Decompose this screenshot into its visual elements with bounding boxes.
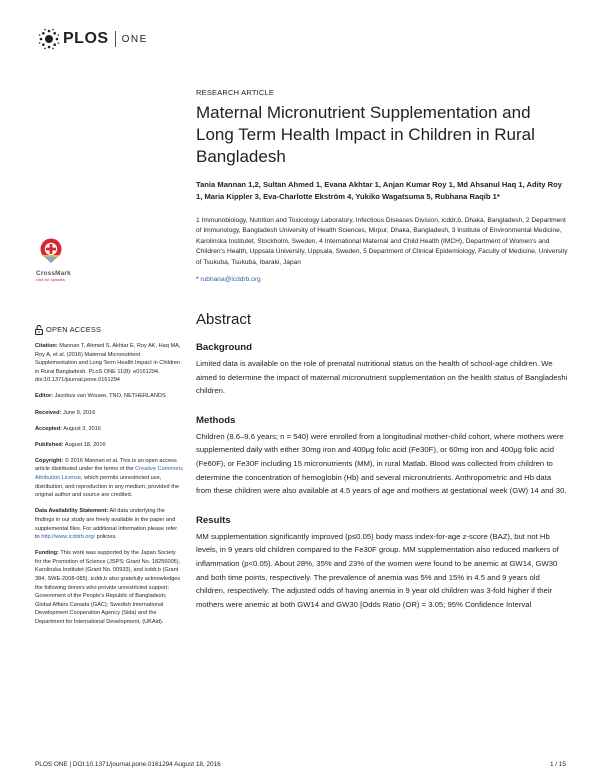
page-number: 1 / 15 xyxy=(550,761,566,768)
plos-wordmark: PLOS xyxy=(63,30,109,47)
article-main-column xyxy=(196,88,568,628)
article-title: Maternal Micronutrient Supplementation and Long Term Health Impact in Children in Rural Bangladesh xyxy=(196,103,535,166)
data-availability-block xyxy=(35,507,183,541)
abstract-heading: Abstract xyxy=(196,311,252,329)
received-block xyxy=(35,409,183,418)
published-date: August 18, 2016 xyxy=(64,441,106,448)
accepted-block xyxy=(35,425,183,434)
data-availability-text-post: policies. xyxy=(96,534,117,541)
crossmark-label: CrossMark xyxy=(36,270,71,277)
author-list: Tania Mannan 1,2, Sultan Ahmed 1, Evana Akhtar 1, Anjan Kumar Roy 1, Md Ahsanul Haq 1, Adity Roy 1, Maria Kippler 3, Eva-Charlotte Ekström 4, Yukiko Wagatsuma 5, Rubhana Raqib 1* xyxy=(196,180,562,201)
crossmark-sub-label: click for updates xyxy=(36,277,65,282)
icddrb-link[interactable]: http://www.icddrb.org/ xyxy=(41,534,96,541)
crossmark-badge[interactable] xyxy=(36,238,71,282)
funding-text: This work was supported by the Japan Society for the Promotion of Science (JSPS; Grant No. 18256005), Karolinska Institutet (Grant No. 00933), and icddr,b (Grant 384, SWE-2008-085). icddr,b also gratefully acknowledges the following donors who provide unrestricted support: Government of the People's Republic of Bangladesh; Global Affairs Canada (GAC); Swedish International Development Cooperation Agency (Sida) and the Department for International Development, (UKAid). xyxy=(35,550,181,625)
citation-text: Mannan T, Ahmed S, Akhtar E, Roy AK, Haq MA, Roy A, et al. (2016) Maternal Micronutrient Supplementation and Long Term Health Impact in Children in Rural Bangladesh. PLoS ONE 11(8): e0161294. doi:10.1371/journal.pone.0161294 xyxy=(35,343,181,384)
copyright-text-pre: © 2016 Mannan et al. This is an open access article distributed under the terms of the xyxy=(35,457,177,473)
article-type: RESEARCH ARTICLE xyxy=(196,88,275,97)
data-availability-text-pre: All data underlying the findings in our study are freely available in the paper and supplemental files. For additional information please refer to xyxy=(35,508,178,541)
affiliations: 1 Immunobiology, Nutrition and Toxicology Laboratory, Infectious Diseases Division, icddr,b, Dhaka, Bangladesh, 2 Department of Immunology, Bangladesh University of Health Sciences, Mirpur, Dhaka, Bangladesh, 3 Institute of Environmental Medicine, Karolinska Institutet, Stockholm, Sweden, 4 International Maternal and Child Health (IMCH), Department of Women's and Children's Health, Uppsala University, Uppsala, Sweden, 5 Department of Clinical Epidemiology, Faculty of Medicine, University of Tsukuba, Tsukuba, Ibaraki, Japan xyxy=(196,217,568,266)
editor-label: Editor: xyxy=(35,393,54,400)
background-text: Limited data is available on the role of prenatal nutritional status on the health of school-age children. We aimed to determine the impact of maternal micronutrient supplementation on the health status of Bangladeshi children. xyxy=(196,359,568,396)
plos-logo-icon xyxy=(38,28,60,50)
accepted-label: Accepted: xyxy=(35,425,63,432)
open-access-text: OPEN ACCESS xyxy=(46,324,102,334)
journal-name: ONE xyxy=(121,33,148,45)
background-heading: Background xyxy=(196,342,252,354)
funding-label: Funding: xyxy=(35,550,59,557)
copyright-text-post: , which permits unrestricted use, distribution, and reproduction in any medium, provided the original author and source are credited. xyxy=(35,475,179,499)
copyright-label: Copyright: xyxy=(35,457,64,464)
data-availability-label: Data Availability Statement: xyxy=(35,508,109,515)
received-date: June 9, 2016 xyxy=(63,409,96,416)
open-access-label xyxy=(35,325,183,335)
page-footer xyxy=(35,761,566,768)
cc-license-link[interactable]: Creative Commons Attribution License xyxy=(35,466,184,482)
citation-block xyxy=(35,342,183,385)
accepted-date: August 3, 2016 xyxy=(63,425,101,432)
open-lock-icon xyxy=(35,325,43,335)
results-heading: Results xyxy=(196,514,231,526)
citation-label: Citation: xyxy=(35,343,58,349)
received-label: Received: xyxy=(35,409,62,416)
funding-block xyxy=(35,549,183,626)
methods-heading: Methods xyxy=(196,414,236,426)
published-block xyxy=(35,441,183,450)
plos-one-logo[interactable] xyxy=(38,28,148,50)
email-link[interactable]: rubhana@icddrb.org xyxy=(200,276,261,284)
corresponding-marker: * xyxy=(196,276,199,284)
results-text: MM supplementation significantly improved (p≤0.05) body mass index-for-age z-score (BAZ), but not Hb levels, in 9 years old children compared to the Fe30F group. MM supplementation also reduced markers of inflammation (p<0.05). About 28%, 35% and 23% of the women were found to be anemic at GW14, GW30 and both time points, respectively. The prevalence of anemia was 5% and 15% in 4.5 and 9 years old children, respectively. The adjusted odds of having anemia in 9 year old children was 3-fold higher if their mothers were anemic at both GW14 and GW30 [Odds Ratio (OR) = 3.05; 95% Confidence Interval xyxy=(196,531,559,609)
published-label: Published: xyxy=(35,441,64,448)
editor-text: Jacobus van Wouwe, TNO, NETHERLANDS xyxy=(54,393,166,400)
corresponding-email xyxy=(196,276,568,283)
copyright-block xyxy=(35,457,183,500)
crossmark-icon xyxy=(39,238,63,264)
editor-block xyxy=(35,392,183,401)
footer-citation: PLOS ONE | DOI:10.1371/journal.pone.0161294 August 18, 2016 xyxy=(35,761,221,768)
article-sidebar xyxy=(35,325,183,634)
logo-divider xyxy=(115,31,116,47)
methods-text: Children (8.6–9.6 years; n = 540) were enrolled from a longitudinal mother-child cohort, where mothers were supplemented daily with either 30mg iron and 400μg folic acid (Fe30F), or 60mg iron and 400μg folic acid (Fe60F), or Fe30F including 15 micronutrients (MM), in rural Matlab. Blood was collected from children to determine the concentration of hemoglobin (Hb) and several micronutrients. Anthropometric and Hb data from these children were also available at 4.5 years of age and mothers at gestational week (GW) 14 and 30. xyxy=(196,431,567,496)
